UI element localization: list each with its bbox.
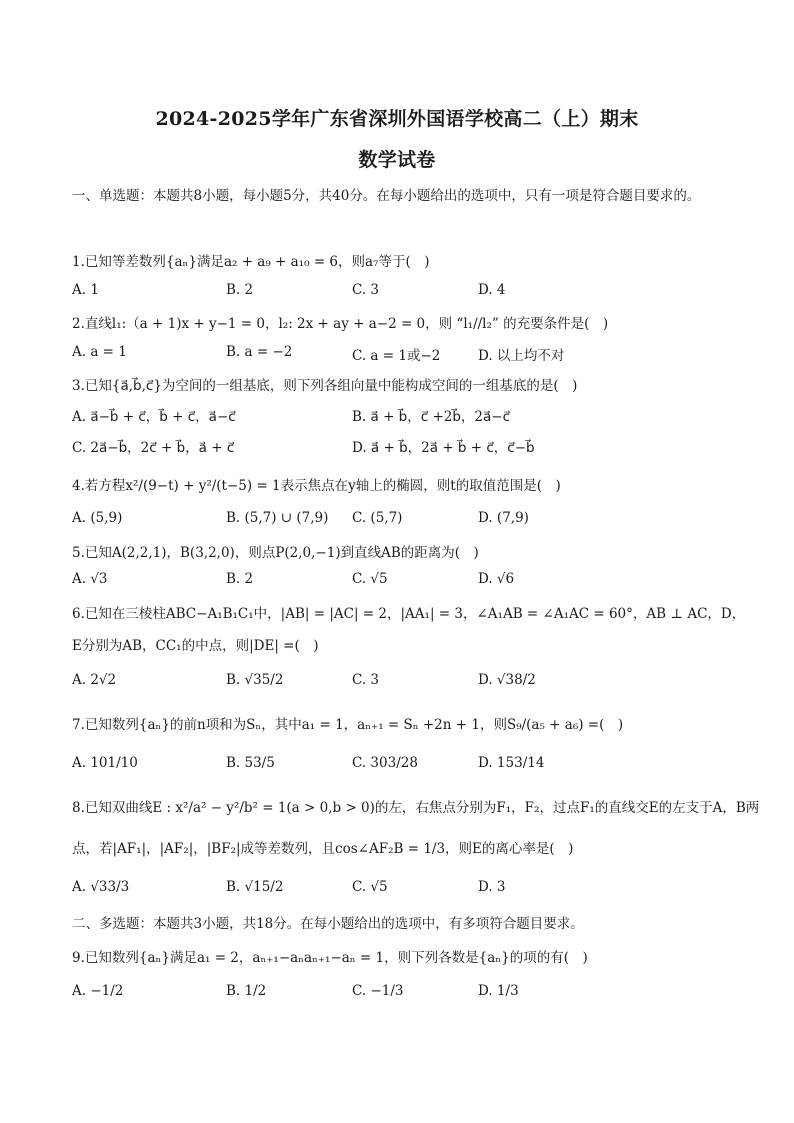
option-a[interactable]: A. −1/2 — [72, 983, 124, 999]
option-a[interactable]: A. 101/10 — [72, 755, 138, 771]
page-title: 2024-2025学年广东省深圳外国语学校高二（上）期末 — [155, 108, 639, 130]
question-4-stem: 4.若方程x²/(9−t) + y²/(t−5) = 1表示焦点在y轴上的椭圆，则t的取值范围是( ) — [72, 478, 561, 494]
option-c[interactable]: C. a = 1或−2 — [352, 348, 441, 364]
option-b[interactable]: B. √15/2 — [226, 879, 284, 895]
question-7-stem: 7.已知数列{aₙ}的前n项和为Sₙ，其中a₁ = 1，aₙ₊₁ = Sₙ +2n + 1，则S₉/(a₅ + a₆) =( ) — [72, 717, 624, 733]
option-c[interactable]: C. (5,7) — [352, 510, 403, 526]
section-heading-multi-choice: 二、多选题：本题共3小题，共18分。在每小题给出的选项中，有多项符合题目要求。 — [72, 916, 584, 932]
option-d[interactable]: D. 3 — [478, 879, 506, 895]
option-d[interactable]: D. √38/2 — [478, 672, 536, 688]
option-c[interactable]: C. 2a⃗−b⃗，2c⃗ + b⃗，a⃗ + c⃗ — [72, 440, 235, 456]
question-9-stem: 9.已知数列{aₙ}满足a₁ = 2，aₙ₊₁−aₙaₙ₊₁−aₙ = 1，则下列各数是{aₙ}的项的有( ) — [72, 950, 588, 966]
question-1-stem: 1.已知等差数列{aₙ}满足a₂ + a₉ + a₁₀ = 6，则a₇等于( ) — [72, 254, 430, 270]
option-c[interactable]: C. 3 — [352, 282, 380, 298]
option-c[interactable]: C. −1/3 — [352, 983, 404, 999]
option-b[interactable]: B. √35/2 — [226, 672, 284, 688]
option-b[interactable]: B. a⃗ + b⃗，c⃗ +2b⃗，2a⃗−c⃗ — [352, 409, 511, 425]
option-d[interactable]: D. 1/3 — [478, 983, 519, 999]
option-b[interactable]: B. 2 — [226, 282, 254, 298]
page-subtitle: 数学试卷 — [358, 149, 436, 171]
option-a[interactable]: A. a⃗−b⃗ + c⃗，b⃗ + c⃗，a⃗−c⃗ — [72, 409, 236, 425]
option-d[interactable]: D. 4 — [478, 282, 506, 298]
question-8-stem: 8.已知双曲线E : x²/a² − y²/b² = 1(a > 0,b > 0)的左，右焦点分别为F₁，F₂，过点F₁的直线交E的左支于A，B两 — [72, 800, 760, 816]
option-c[interactable]: C. √5 — [352, 571, 388, 587]
option-b[interactable]: B. 2 — [226, 571, 254, 587]
section-heading-single-choice: 一、单选题：本题共8小题，每小题5分，共40分。在每小题给出的选项中，只有一项是符合题目要求的。 — [72, 188, 701, 204]
option-b[interactable]: B. 1/2 — [226, 983, 267, 999]
question-3-stem: 3.已知{a⃗,b⃗,c⃗}为空间的一组基底，则下列各组向量中能构成空间的一组基底的是( ) — [72, 378, 578, 394]
question-6-stem-continued: E分别为AB，CC₁的中点，则|DE| =( ) — [72, 638, 319, 654]
question-5-stem: 5.已知A(2,2,1)，B(3,2,0)，则点P(2,0,−1)到直线AB的距离为( ) — [72, 545, 479, 561]
option-a[interactable]: A. 1 — [72, 282, 99, 298]
option-d[interactable]: D. √6 — [478, 571, 515, 587]
option-a[interactable]: A. (5,9) — [72, 510, 123, 526]
question-6-stem: 6.已知在三棱柱ABC−A₁B₁C₁中，|AB| = |AC| = 2，|AA₁| = 3，∠A₁AB = ∠A₁AC = 60°，AB ⊥ AC，D， — [72, 606, 746, 622]
option-a[interactable]: A. √3 — [72, 571, 108, 587]
option-a[interactable]: A. a = 1 — [72, 344, 127, 360]
option-b[interactable]: B. (5,7) ∪ (7,9) — [226, 510, 329, 526]
option-c[interactable]: C. √5 — [352, 879, 388, 895]
option-b[interactable]: B. a = −2 — [226, 344, 293, 360]
option-c[interactable]: C. 3 — [352, 672, 380, 688]
question-2-stem: 2.直线l₁:（a + 1)x + y−1 = 0，l₂: 2x + ay + a−2 = 0，则 “l₁//l₂” 的充要条件是( ) — [72, 316, 609, 332]
option-d[interactable]: D. a⃗ + b⃗，2a⃗ + b⃗ + c⃗，c⃗−b⃗ — [352, 440, 535, 456]
option-d[interactable]: D. (7,9) — [478, 510, 529, 526]
option-d[interactable]: D. 以上均不对 — [478, 348, 565, 364]
option-a[interactable]: A. √33/3 — [72, 879, 130, 895]
option-b[interactable]: B. 53/5 — [226, 755, 275, 771]
question-8-stem-continued: 点，若|AF₁|，|AF₂|，|BF₂|成等差数列，且cos∠AF₂B = 1/3，则E的离心率是( ) — [72, 841, 574, 857]
option-a[interactable]: A. 2√2 — [72, 672, 117, 688]
option-c[interactable]: C. 303/28 — [352, 755, 418, 771]
option-d[interactable]: D. 153/14 — [478, 755, 545, 771]
